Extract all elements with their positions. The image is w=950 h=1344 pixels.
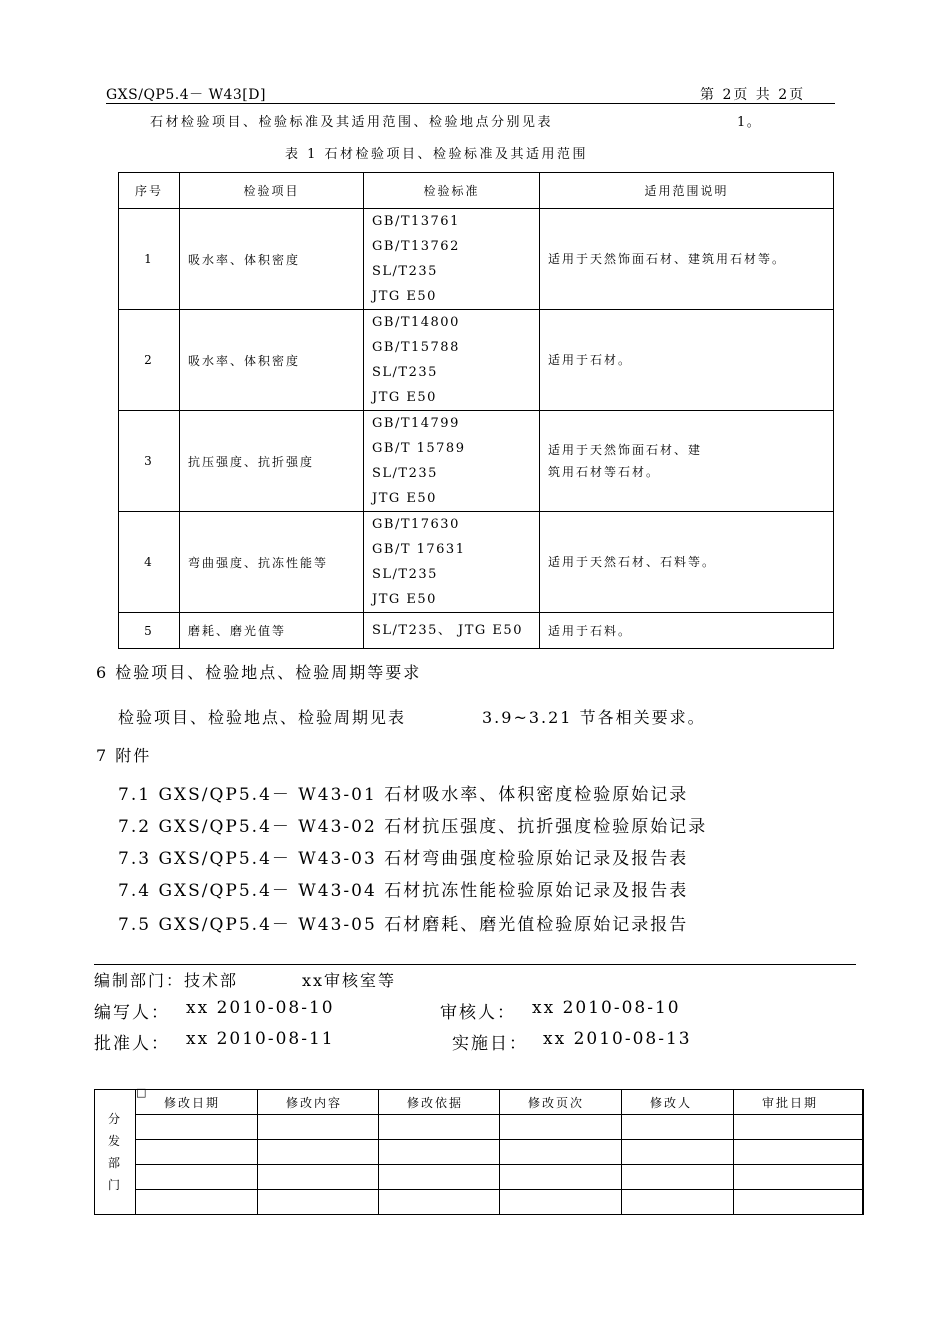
attachment-item: 7.4 GXS/QP5.4－ W43-04 石材抗冻性能检验原始记录及报告表 <box>118 881 689 901</box>
code-line: GB/T14800 <box>372 315 460 330</box>
revision-col-header: 修改内容 <box>258 1090 379 1115</box>
signoff-effective-label: 实施日： <box>452 1034 528 1054</box>
signoff-dept-label: 编制部门：技术部 <box>94 971 239 990</box>
row-item: 磨耗、磨光值等 <box>180 613 364 649</box>
table-row <box>119 310 834 411</box>
row-no: 3 <box>119 411 180 512</box>
standards-table <box>118 172 834 649</box>
section7-heading: 7 附件 <box>96 746 152 765</box>
revision-cell[interactable] <box>500 1115 622 1140</box>
signoff-approver-label: 批准人： <box>94 1034 170 1054</box>
signoff-rule <box>94 964 856 965</box>
revision-cell[interactable] <box>379 1140 500 1165</box>
code-line: SL/T235、 JTG E50 <box>372 623 523 638</box>
code-line: JTG E50 <box>372 390 437 405</box>
row-scope: 适用于天然饰面石材、建筑用石材等。 <box>540 209 834 310</box>
revision-cell[interactable] <box>379 1115 500 1140</box>
row-item: 弯曲强度、抗冻性能等 <box>180 512 364 613</box>
code-line: GB/T13761 <box>372 214 460 229</box>
signoff-approver-value: xx 2010-08-11 <box>186 1029 335 1049</box>
revision-cell[interactable] <box>622 1115 734 1140</box>
code-line: GB/T 17631 <box>372 542 466 557</box>
revision-cell[interactable] <box>136 1115 258 1140</box>
attachment-item: 7.3 GXS/QP5.4－ W43-03 石材弯曲强度检验原始记录及报告表 <box>118 849 689 869</box>
table-row <box>95 1140 863 1165</box>
code-line: SL/T235 <box>372 567 438 582</box>
revision-cell[interactable] <box>258 1140 379 1165</box>
row-no: 5 <box>119 613 180 649</box>
revision-cell[interactable] <box>379 1165 500 1190</box>
code-line: GB/T 15789 <box>372 441 466 456</box>
code-line: JTG E50 <box>372 491 437 506</box>
table-row <box>119 613 834 649</box>
revision-col-header: 修改页次 <box>500 1090 622 1115</box>
revision-header-row <box>95 1090 863 1115</box>
signoff-dept-value: xx审核室等 <box>302 971 397 990</box>
table1-caption: 表 1 石材检验项目、检验标准及其适用范围 <box>285 147 589 162</box>
revision-cell[interactable] <box>136 1140 258 1165</box>
row-no: 4 <box>119 512 180 613</box>
table-row <box>119 411 834 512</box>
revision-cell[interactable] <box>500 1140 622 1165</box>
signoff-reviewer-label: 审核人： <box>440 1003 516 1023</box>
code-line: JTG E50 <box>372 592 437 607</box>
code-line: SL/T235 <box>372 365 438 380</box>
page-info: 第 2页 共 2页 <box>700 87 806 103</box>
revision-col-header <box>136 1086 258 1115</box>
revision-cell[interactable] <box>622 1190 734 1215</box>
code-line: SL/T235 <box>372 466 438 481</box>
side-label-char: 发 <box>107 1134 122 1148</box>
revision-col-header: 审批日期 <box>734 1090 863 1115</box>
row-codes <box>364 209 540 310</box>
header-rule <box>106 103 835 104</box>
code-line: SL/T235 <box>372 264 438 279</box>
signoff-effective-value: xx 2010-08-13 <box>543 1029 692 1049</box>
revision-cell[interactable] <box>136 1190 258 1215</box>
table-row <box>119 512 834 613</box>
code-line: JTG E50 <box>372 289 437 304</box>
revision-cell[interactable] <box>379 1190 500 1215</box>
side-label-char: 门 <box>107 1178 122 1192</box>
code-line: GB/T15788 <box>372 340 460 355</box>
revision-cell[interactable] <box>500 1190 622 1215</box>
attachment-item: 7.5 GXS/QP5.4－ W43-05 石材磨耗、磨光值检验原始记录报告 <box>118 915 689 935</box>
col-header-scope: 适用范围说明 <box>540 173 834 209</box>
doc-code: GXS/QP5.4－ W43[D] <box>106 87 266 103</box>
section6-right: 3.9~3.21 节各相关要求。 <box>482 708 706 727</box>
code-line: GB/T14799 <box>372 416 460 431</box>
revision-cell[interactable] <box>622 1165 734 1190</box>
code-line: GB/T17630 <box>372 517 460 532</box>
row-scope: 适用于天然石材、石料等。 <box>540 512 834 613</box>
revision-col-header: 修改依据 <box>379 1090 500 1115</box>
revision-cell[interactable] <box>734 1190 863 1215</box>
revision-cell[interactable] <box>500 1165 622 1190</box>
row-scope: 适用于石料。 <box>540 613 834 649</box>
col-header-standard: 检验标准 <box>364 173 540 209</box>
revision-col-header: 修改人 <box>622 1090 734 1115</box>
section6-heading: 6 检验项目、检验地点、检验周期等要求 <box>96 663 422 682</box>
row-scope: 适用于石材。 <box>540 310 834 411</box>
row-codes <box>364 411 540 512</box>
signoff-author-value: xx 2010-08-10 <box>186 998 335 1018</box>
signoff-author-label: 编写人： <box>94 1003 170 1023</box>
row-item: 吸水率、体积密度 <box>180 310 364 411</box>
row-no: 1 <box>119 209 180 310</box>
row-item: 抗压强度、抗折强度 <box>180 411 364 512</box>
revision-cell[interactable] <box>258 1115 379 1140</box>
revision-cell[interactable] <box>734 1165 863 1190</box>
table-row <box>95 1115 863 1140</box>
side-label-char: 部 <box>107 1156 122 1170</box>
revision-cell[interactable] <box>622 1140 734 1165</box>
revision-cell[interactable] <box>734 1140 863 1165</box>
row-codes <box>364 310 540 411</box>
revision-table <box>94 1086 864 1215</box>
row-no: 2 <box>119 310 180 411</box>
revision-cell[interactable] <box>136 1165 258 1190</box>
table-header-row <box>119 173 834 209</box>
row-scope: 适用于天然饰面石材、建筑用石材等石材。 <box>540 411 834 512</box>
row-codes <box>364 613 540 649</box>
col-header-item: 检验项目 <box>180 173 364 209</box>
code-line: GB/T13762 <box>372 239 460 254</box>
table-row <box>95 1190 863 1215</box>
col-header-no: 序号 <box>119 173 180 209</box>
side-label-char: 分 <box>107 1112 122 1126</box>
signoff-reviewer-value: xx 2010-08-10 <box>532 998 681 1018</box>
revision-cell[interactable] <box>258 1165 379 1190</box>
revision-col-header-label: 修改日期 <box>164 1095 221 1110</box>
revision-cell[interactable] <box>734 1115 863 1140</box>
revision-cell[interactable] <box>258 1190 379 1215</box>
corner-mark: □ <box>136 1086 149 1099</box>
attachment-item: 7.1 GXS/QP5.4－ W43-01 石材吸水率、体积密度检验原始记录 <box>118 785 689 805</box>
distribution-side-label <box>95 1090 136 1215</box>
intro-text: 石材检验项目、检验标准及其适用范围、检验地点分别见表 <box>150 115 554 130</box>
table-row <box>95 1165 863 1190</box>
attachment-item: 7.2 GXS/QP5.4－ W43-02 石材抗压强度、抗折强度检验原始记录 <box>118 817 708 837</box>
intro-ref: 1。 <box>737 115 762 130</box>
row-codes <box>364 512 540 613</box>
section6-left: 检验项目、检验地点、检验周期见表 <box>118 708 407 727</box>
row-item: 吸水率、体积密度 <box>180 209 364 310</box>
table-row <box>119 209 834 310</box>
